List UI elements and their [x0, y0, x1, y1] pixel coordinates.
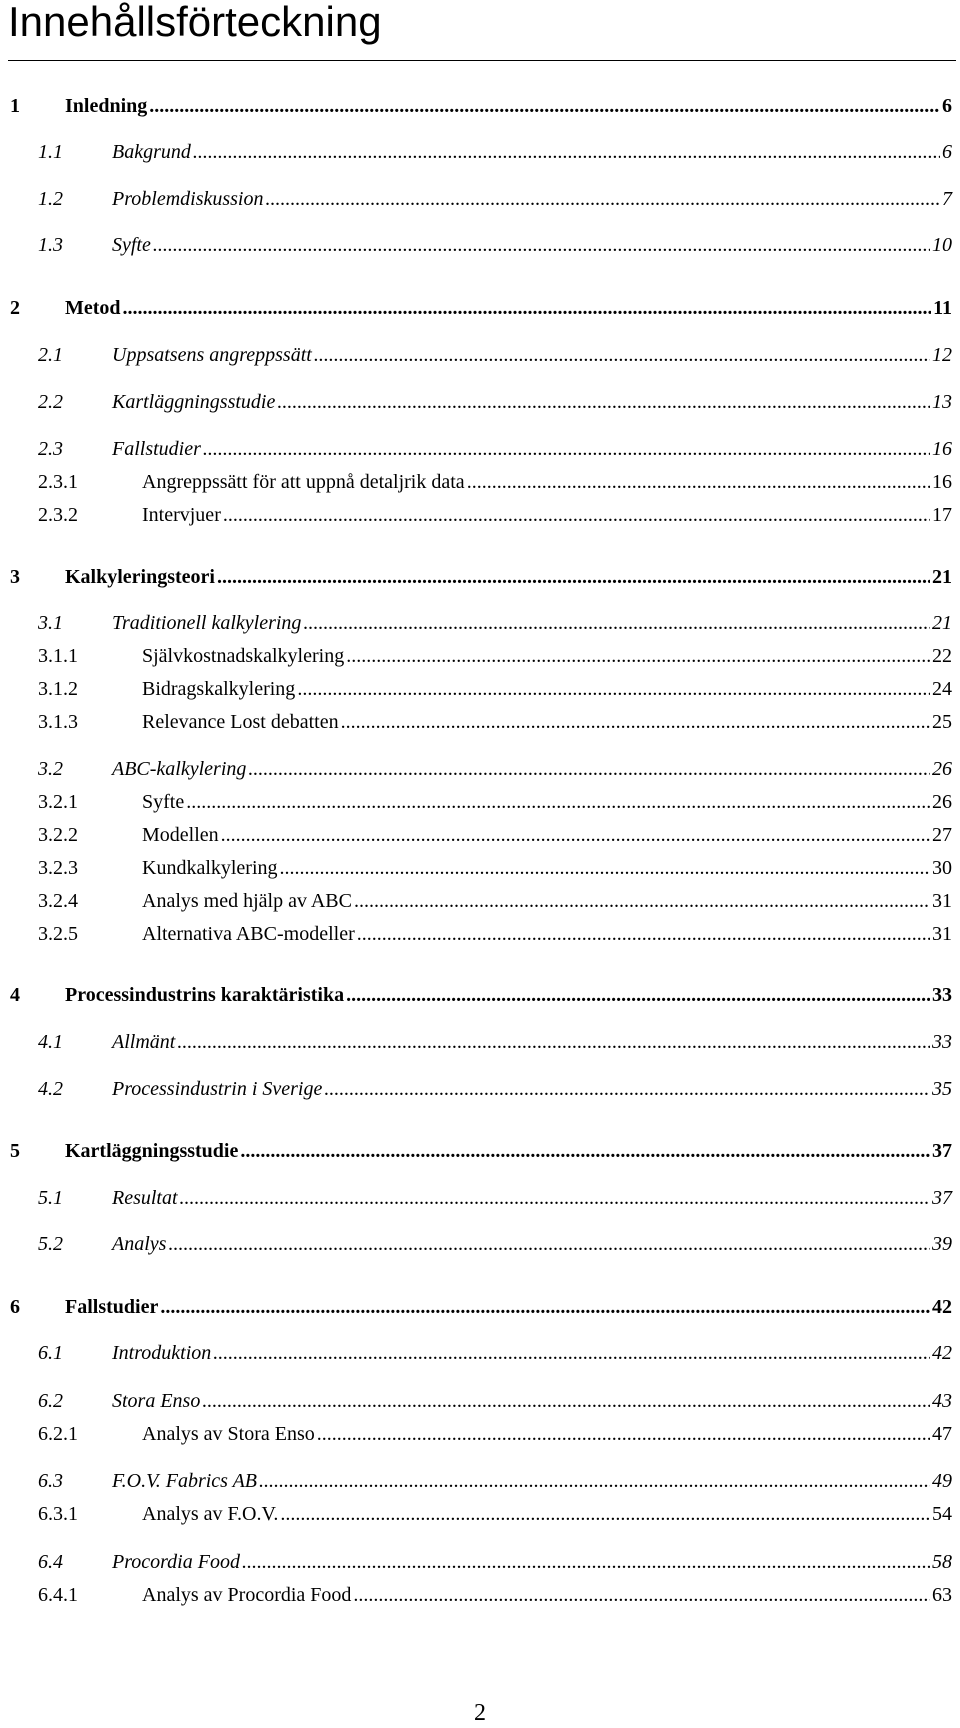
toc-entry-page: 33	[932, 984, 952, 1006]
toc-entry-label: Kalkyleringsteori	[65, 566, 215, 588]
toc-entry[interactable]	[10, 1074, 952, 1104]
dot-leader	[242, 1547, 930, 1577]
toc-entry-label: Angreppssätt för att uppnå detaljrik data	[142, 471, 465, 493]
toc-entry-number: 4.1	[38, 1031, 63, 1053]
toc-entry-page: 24	[932, 678, 952, 700]
toc-entry-page: 27	[932, 824, 952, 846]
toc-entry-label: Fallstudier	[65, 1296, 159, 1318]
toc-entry-label: Fallstudier	[112, 438, 201, 460]
toc-entry[interactable]	[10, 137, 952, 167]
toc-entry[interactable]	[10, 1466, 952, 1496]
dot-leader	[177, 1027, 930, 1057]
toc-entry[interactable]	[10, 434, 952, 464]
toc-entry[interactable]	[10, 787, 952, 817]
toc-entry-label: Kundkalkylering	[142, 857, 278, 879]
toc-entry-number: 5	[10, 1140, 20, 1162]
dot-leader	[186, 787, 930, 817]
toc-entry-number: 4.2	[38, 1078, 63, 1100]
toc-entry[interactable]	[10, 340, 952, 370]
toc-entry-number: 3.2	[38, 758, 63, 780]
toc-entry-number: 3.2.3	[38, 857, 78, 879]
toc-entry-label: Traditionell kalkylering	[112, 612, 302, 634]
toc-entry-number: 3.1.1	[38, 645, 78, 667]
toc-entry-page: 35	[932, 1078, 952, 1100]
dot-leader	[193, 137, 940, 167]
toc-entry[interactable]	[10, 674, 952, 704]
dot-leader	[221, 820, 930, 850]
toc-entry[interactable]	[10, 500, 952, 530]
dot-leader	[280, 1499, 930, 1529]
toc-entry-page: 21	[932, 566, 952, 588]
toc-entry-label: Metod	[65, 297, 121, 319]
dot-leader	[324, 1074, 930, 1104]
toc-entry-page: 26	[932, 791, 952, 813]
toc-entry-page: 6	[942, 141, 952, 163]
toc-entry[interactable]	[10, 754, 952, 784]
toc-entry[interactable]	[10, 608, 952, 638]
toc-entry-number: 6.1	[38, 1342, 63, 1364]
toc-entry-label: Allmänt	[112, 1031, 176, 1053]
toc-entry[interactable]	[10, 820, 952, 850]
toc-entry-label: Bidragskalkylering	[142, 678, 296, 700]
toc-entry[interactable]	[10, 1547, 952, 1577]
toc-entry[interactable]	[10, 1292, 952, 1322]
toc-entry-page: 37	[932, 1187, 952, 1209]
toc-entry-number: 3.2.1	[38, 791, 78, 813]
dot-leader	[213, 1338, 930, 1368]
dot-leader	[153, 230, 930, 260]
toc-entry-page: 7	[942, 188, 952, 210]
toc-entry-number: 2.3	[38, 438, 63, 460]
toc-entry-page: 54	[932, 1503, 952, 1525]
dot-leader	[354, 886, 930, 916]
toc-entry-number: 3.2.4	[38, 890, 78, 912]
dot-leader	[357, 919, 930, 949]
toc-entry-page: 6	[942, 95, 952, 117]
toc-entry-label: Processindustrin i Sverige	[112, 1078, 323, 1100]
page-title: Innehållsförteckning	[8, 0, 382, 45]
dot-leader	[265, 184, 940, 214]
toc-entry-number: 3.1.2	[38, 678, 78, 700]
dot-leader	[202, 1386, 930, 1416]
toc-entry[interactable]	[10, 1419, 952, 1449]
dot-leader	[123, 293, 932, 323]
toc-entry-page: 33	[932, 1031, 952, 1053]
toc-entry-page: 21	[932, 612, 952, 634]
toc-entry[interactable]	[10, 1386, 952, 1416]
toc-entry-label: Analys av Stora Enso	[142, 1423, 315, 1445]
toc-entry-label: Resultat	[112, 1187, 178, 1209]
toc-entry-label: Syfte	[112, 234, 151, 256]
toc-entry-page: 16	[932, 471, 952, 493]
dot-leader	[240, 1136, 930, 1166]
toc-entry-page: 13	[932, 391, 952, 413]
toc-entry-page: 49	[932, 1470, 952, 1492]
toc-entry-page: 31	[932, 923, 952, 945]
toc-entry-page: 11	[933, 297, 952, 319]
dot-leader	[346, 980, 930, 1010]
toc-entry-page: 16	[932, 438, 952, 460]
dot-leader	[353, 1580, 930, 1610]
toc-entry-label: Analys av F.O.V.	[142, 1503, 279, 1525]
dot-leader	[314, 340, 930, 370]
toc-entry[interactable]	[10, 293, 952, 323]
toc-entry[interactable]	[10, 1136, 952, 1166]
toc-entry-number: 3.1	[38, 612, 63, 634]
toc-entry-number: 1.2	[38, 188, 63, 210]
dot-leader	[346, 641, 930, 671]
toc-entry-number: 6.4	[38, 1551, 63, 1573]
toc-entry[interactable]	[10, 1338, 952, 1368]
toc-entry-number: 3.2.5	[38, 923, 78, 945]
dot-leader	[341, 707, 930, 737]
toc-entry-label: Bakgrund	[112, 141, 191, 163]
toc-entry-number: 1	[10, 95, 20, 117]
toc-entry[interactable]	[10, 1499, 952, 1529]
toc-entry-page: 26	[932, 758, 952, 780]
toc-entry-label: Syfte	[142, 791, 185, 813]
toc-entry-number: 6	[10, 1296, 20, 1318]
toc-entry-page: 17	[932, 504, 952, 526]
toc-entry[interactable]	[10, 1580, 952, 1610]
toc-entry-label: Uppsatsens angreppssätt	[112, 344, 312, 366]
toc-entry-page: 37	[932, 1140, 952, 1162]
dot-leader	[203, 434, 930, 464]
dot-leader	[280, 853, 930, 883]
toc-entry-label: Analys	[112, 1233, 167, 1255]
dot-leader	[277, 387, 930, 417]
toc-entry-number: 1.1	[38, 141, 63, 163]
toc-entry-label: Problemdiskussion	[112, 188, 264, 210]
toc-entry-number: 2.1	[38, 344, 63, 366]
dot-leader	[248, 754, 930, 784]
toc-entry[interactable]	[10, 1229, 952, 1259]
toc-entry-page: 47	[932, 1423, 952, 1445]
page-number: 2	[474, 1700, 486, 1726]
toc-entry-label: Processindustrins karaktäristika	[65, 984, 345, 1006]
toc-entry-page: 31	[932, 890, 952, 912]
toc-entry-number: 3.1.3	[38, 711, 78, 733]
toc-entry-number: 6.3	[38, 1470, 63, 1492]
dot-leader	[180, 1183, 930, 1213]
toc-entry-label: Analys med hjälp av ABC	[142, 890, 352, 912]
toc-entry-page: 12	[932, 344, 952, 366]
toc-entry-page: 42	[932, 1296, 952, 1318]
dot-leader	[223, 500, 930, 530]
toc-entry-label: Procordia Food	[112, 1551, 240, 1573]
toc-entry[interactable]	[10, 230, 952, 260]
toc-entry-label: Självkostnadskalkylering	[142, 645, 345, 667]
toc-entry-page: 25	[932, 711, 952, 733]
toc-entry-label: Introduktion	[112, 1342, 212, 1364]
toc-entry-label: Analys av Procordia Food	[142, 1584, 352, 1606]
toc-entry-label: Relevance Lost debatten	[142, 711, 339, 733]
toc-entry[interactable]	[10, 919, 952, 949]
toc-entry[interactable]	[10, 184, 952, 214]
dot-leader	[317, 1419, 930, 1449]
toc-entry-page: 63	[932, 1584, 952, 1606]
toc-entry-number: 1.3	[38, 234, 63, 256]
toc-entry-number: 6.3.1	[38, 1503, 78, 1525]
toc-entry[interactable]	[10, 91, 952, 121]
toc-entry-number: 6.2	[38, 1390, 63, 1412]
toc-entry-number: 3.2.2	[38, 824, 78, 846]
toc-entry-number: 3	[10, 566, 20, 588]
dot-leader	[160, 1292, 930, 1322]
toc-entry-label: Inledning	[65, 95, 148, 117]
toc-entry-page: 43	[932, 1390, 952, 1412]
toc-entry-label: F.O.V. Fabrics AB	[112, 1470, 258, 1492]
toc-entry[interactable]	[10, 641, 952, 671]
toc-entry-number: 2.3.2	[38, 504, 78, 526]
toc-entry[interactable]	[10, 1183, 952, 1213]
toc-entry-number: 4	[10, 984, 20, 1006]
toc-entry-page: 58	[932, 1551, 952, 1573]
toc-entry-page: 39	[932, 1233, 952, 1255]
toc-entry-number: 2.3.1	[38, 471, 78, 493]
toc-entry[interactable]	[10, 853, 952, 883]
dot-leader	[217, 562, 930, 592]
toc-entry-label: Alternativa ABC-modeller	[142, 923, 355, 945]
dot-leader	[259, 1466, 930, 1496]
toc-entry-number: 2	[10, 297, 20, 319]
toc-entry-label: ABC-kalkylering	[112, 758, 247, 780]
dot-leader	[467, 467, 930, 497]
toc-entry-label: Kartläggningsstudie	[65, 1140, 239, 1162]
toc-entry-page: 42	[932, 1342, 952, 1364]
toc-entry[interactable]	[10, 387, 952, 417]
toc-entry-page: 22	[932, 645, 952, 667]
toc-entry-page: 30	[932, 857, 952, 879]
toc-entry-page: 10	[932, 234, 952, 256]
toc-entry-number: 2.2	[38, 391, 63, 413]
dot-leader	[149, 91, 940, 121]
dot-leader	[297, 674, 930, 704]
toc-entry[interactable]	[10, 707, 952, 737]
dot-leader	[168, 1229, 930, 1259]
toc-entry-label: Intervjuer	[142, 504, 221, 526]
toc-entry[interactable]	[10, 467, 952, 497]
toc-entry-label: Modellen	[142, 824, 219, 846]
toc-entry-number: 5.2	[38, 1233, 63, 1255]
toc-entry-label: Stora Enso	[112, 1390, 201, 1412]
dot-leader	[303, 608, 930, 638]
toc-entry-number: 6.2.1	[38, 1423, 78, 1445]
toc-entry[interactable]	[10, 886, 952, 916]
toc-entry[interactable]	[10, 562, 952, 592]
toc-entry[interactable]	[10, 1027, 952, 1057]
toc-entry[interactable]	[10, 980, 952, 1010]
toc-entry-number: 6.4.1	[38, 1584, 78, 1606]
toc-entry-number: 5.1	[38, 1187, 63, 1209]
toc-entry-label: Kartläggningsstudie	[112, 391, 276, 413]
